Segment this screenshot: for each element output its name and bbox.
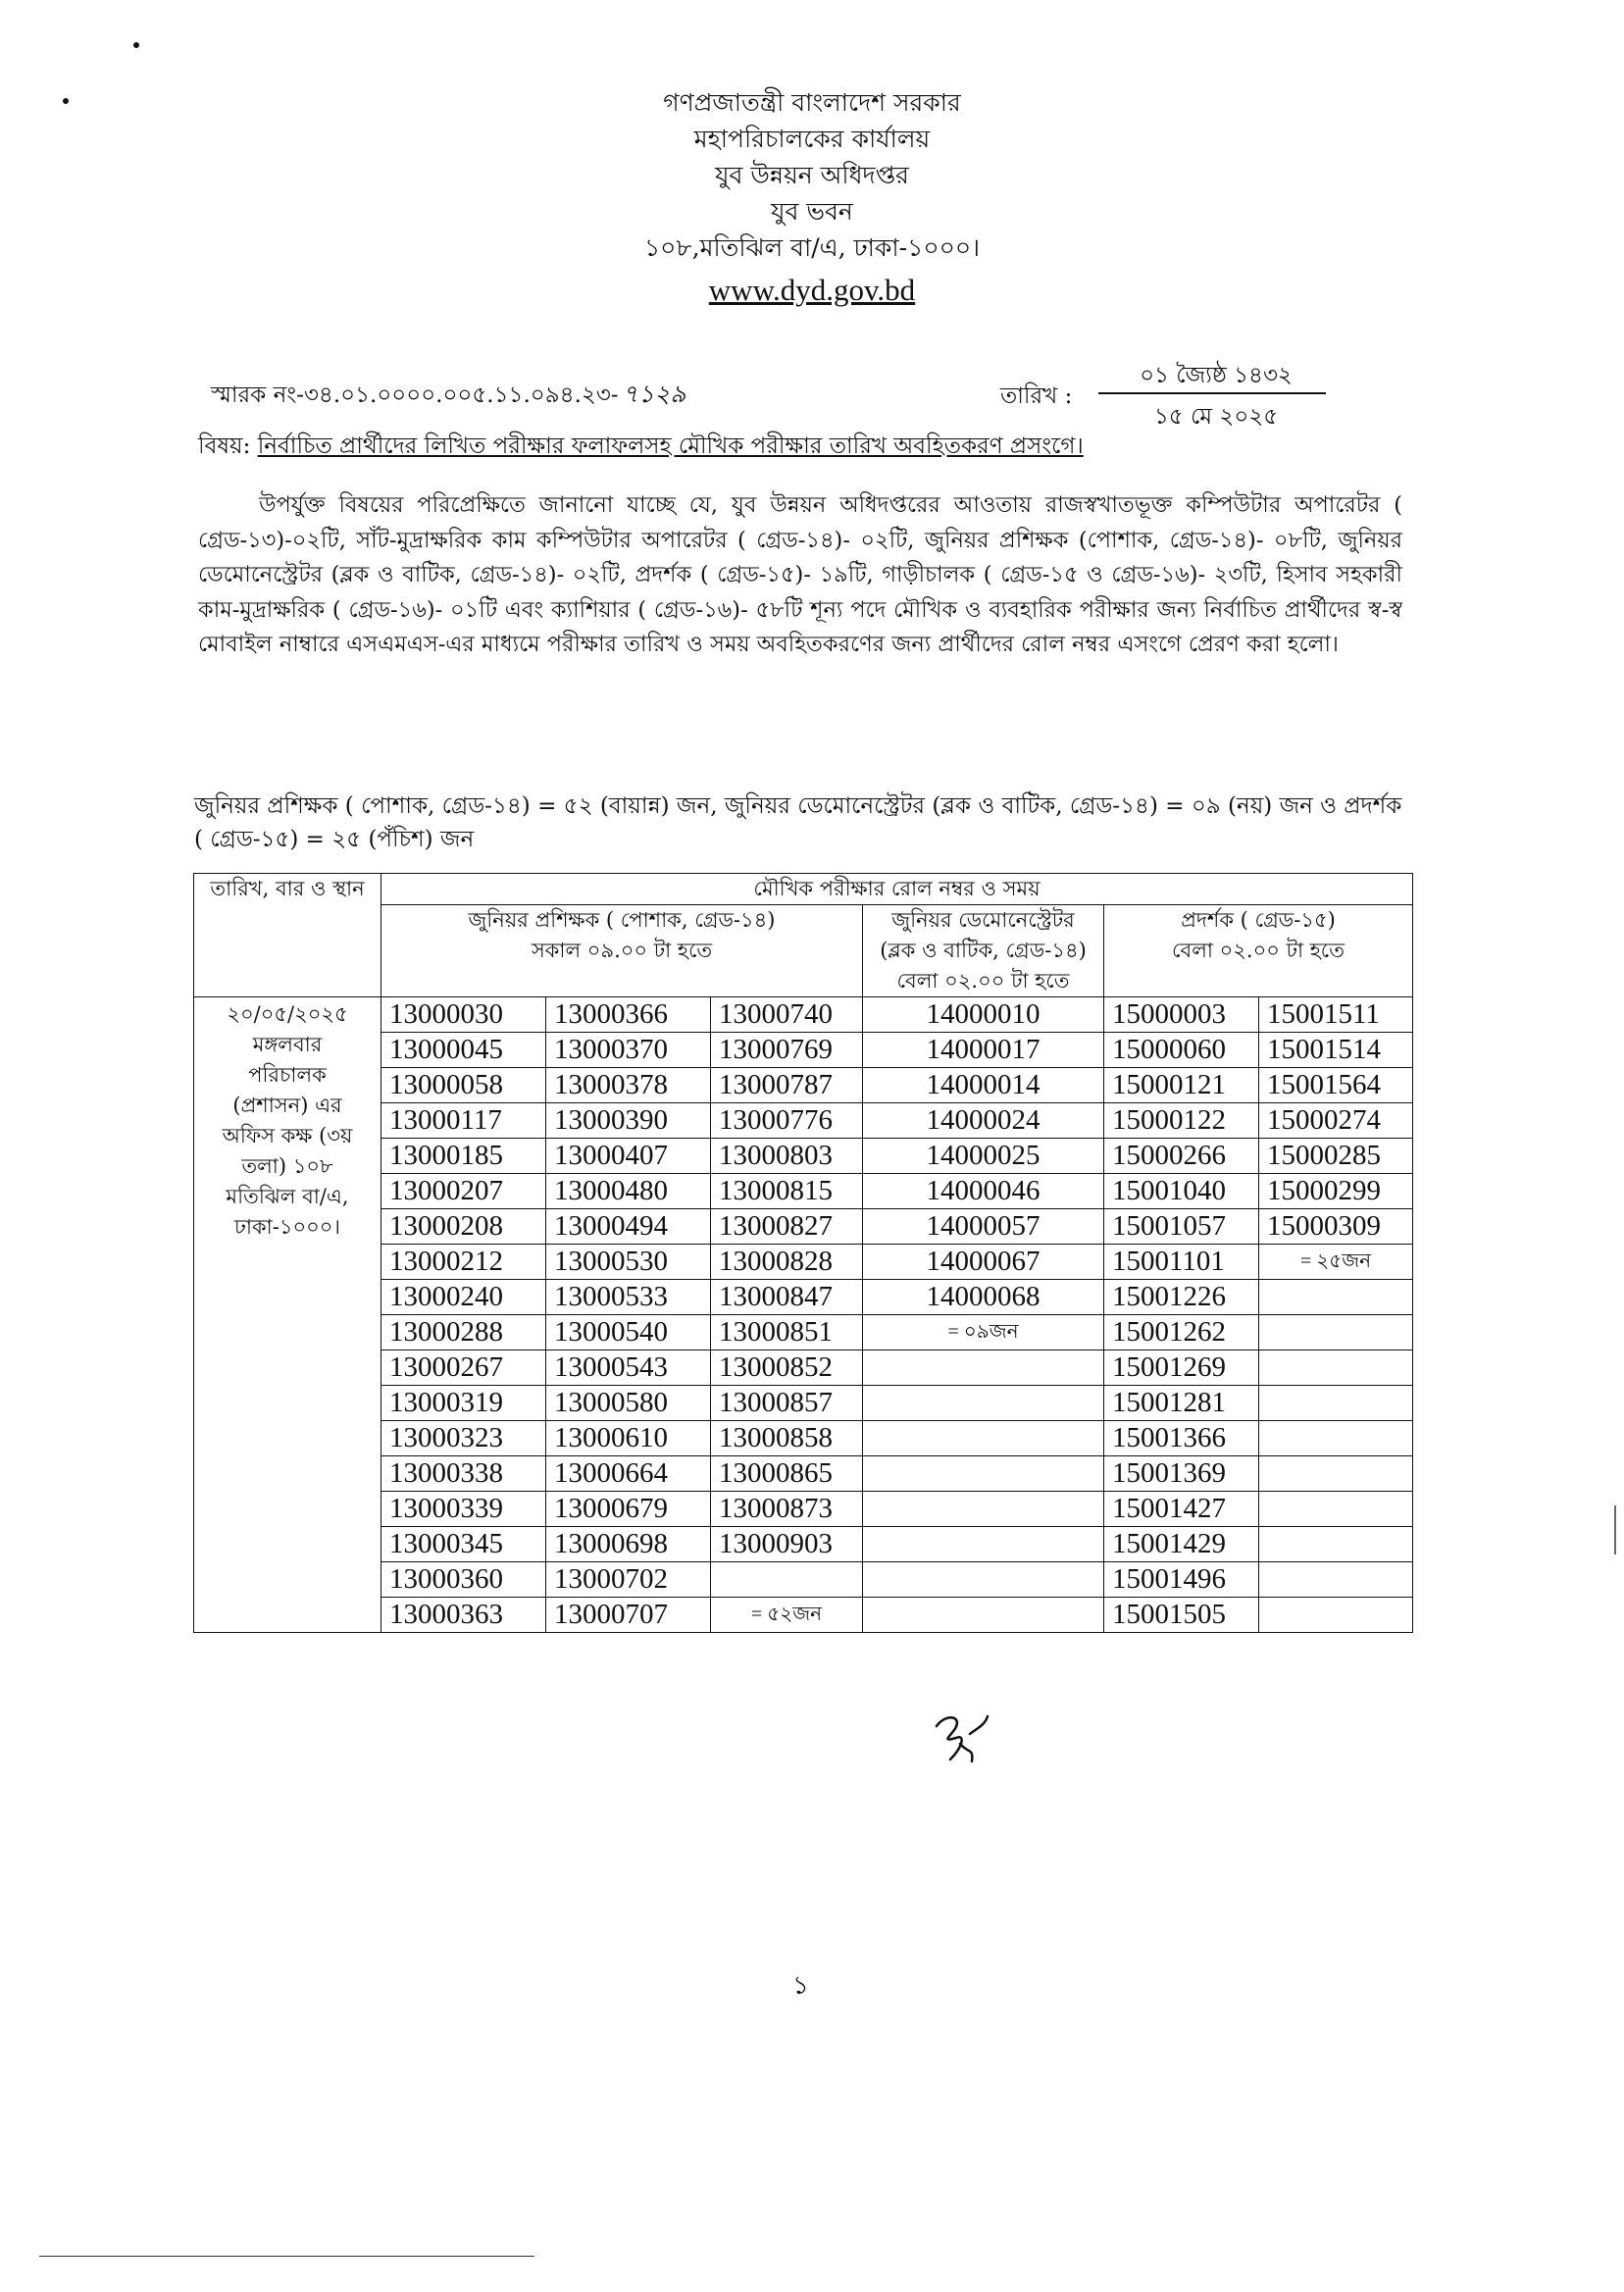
roll-number-cell: 13000543 [546, 1350, 711, 1386]
roll-number-cell: 13000208 [381, 1209, 546, 1245]
subject-text: নির্বাচিত প্রার্থীদের লিখিত পরীক্ষার ফলাফলসহ মৌখিক পরীক্ষার তারিখ অবহিতকরণ প্রসংগে। [257, 433, 1084, 459]
roll-number-cell: 13000847 [711, 1280, 863, 1315]
letterhead-line: যুব উন্নয়ন অধিদপ্তর [715, 161, 909, 189]
roll-number-cell: 15001226 [1104, 1280, 1259, 1315]
roll-number-cell [863, 1598, 1104, 1633]
roll-number-cell [1259, 1562, 1413, 1598]
roll-number-cell: 13000339 [381, 1492, 546, 1527]
roll-number-cell: 13000407 [546, 1139, 711, 1174]
roll-number-cell: 13000319 [381, 1386, 546, 1421]
roll-number-cell: 13000378 [546, 1068, 711, 1103]
roll-number-cell: 14000014 [863, 1068, 1104, 1103]
roll-number-cell: 13000338 [381, 1456, 546, 1492]
roll-number-cell: 14000025 [863, 1139, 1104, 1174]
roll-number-cell: 13000787 [711, 1068, 863, 1103]
roll-number-cell [1259, 1421, 1413, 1456]
roll-number-cell: 13000865 [711, 1456, 863, 1492]
roll-number-cell: 13000803 [711, 1139, 863, 1174]
roll-number-cell: 13000045 [381, 1033, 546, 1068]
roll-number-cell: 15000060 [1104, 1033, 1259, 1068]
roll-number-cell: 13000345 [381, 1527, 546, 1562]
roll-number-cell [1259, 1492, 1413, 1527]
subject-label: বিষয়: [198, 433, 251, 459]
group-total-cell: = ০৯জন [863, 1315, 1104, 1350]
roll-number-cell: 15001366 [1104, 1421, 1259, 1456]
roll-number-cell [1259, 1315, 1413, 1350]
roll-number-cell: 15001262 [1104, 1315, 1259, 1350]
roll-number-cell: 13000580 [546, 1386, 711, 1421]
letterhead [0, 84, 1624, 308]
roll-number-cell: 13000058 [381, 1068, 546, 1103]
group-total-cell: = ২৫জন [1259, 1245, 1413, 1280]
venue-cell [194, 997, 381, 1633]
venue-line: অফিস কক্ষ (৩য় [222, 1124, 353, 1147]
demonstrator-title: প্রদর্শক ( গ্রেড-১৫) [1181, 908, 1336, 932]
roll-number-cell: 15000003 [1104, 997, 1259, 1033]
roll-number-cell [863, 1386, 1104, 1421]
roll-number-cell: 13000827 [711, 1209, 863, 1245]
roll-number-cell: 13000776 [711, 1103, 863, 1139]
roll-number-cell: 13000815 [711, 1174, 863, 1209]
roll-table-body [194, 997, 1413, 1633]
roll-number-cell: 14000024 [863, 1103, 1104, 1139]
date-bangla: ০১ জ্যৈষ্ঠ ১৪৩২ [1140, 363, 1293, 388]
roll-number-cell: 13000740 [711, 997, 863, 1033]
table-row [194, 997, 1413, 1033]
roll-number-cell: 13000873 [711, 1492, 863, 1527]
roll-number-cell: 13000240 [381, 1280, 546, 1315]
roll-number-cell: 13000533 [546, 1280, 711, 1315]
roll-number-cell: 15001429 [1104, 1527, 1259, 1562]
roll-number-cell: 15001101 [1104, 1245, 1259, 1280]
roll-number-cell: 14000046 [863, 1174, 1104, 1209]
venue-line: ২০/০৫/২০২৫ [227, 1002, 348, 1026]
roll-number-cell: 13000769 [711, 1033, 863, 1068]
roll-number-cell: 15000299 [1259, 1174, 1413, 1209]
page-number: ১ [792, 1971, 809, 2001]
junior-demonstrator-time: বেলা ০২.০০ টা হতে [896, 969, 1070, 993]
letterhead-line: গণপ্রজাতন্ত্রী বাংলাদেশ সরকার [663, 88, 961, 117]
demonstrator-time: বেলা ০২.০০ টা হতে [1171, 939, 1345, 962]
footer-divider [39, 2256, 534, 2257]
roll-number-cell: 13000323 [381, 1421, 546, 1456]
place-column-header: তারিখ, বার ও স্থান [194, 874, 381, 997]
roll-number-cell: 15000309 [1259, 1209, 1413, 1245]
roll-number-cell: 15001040 [1104, 1174, 1259, 1209]
roll-number-cell: 13000903 [711, 1527, 863, 1562]
junior-instructor-time: সকাল ০৯.০০ টা হতে [531, 939, 713, 962]
venue-line: (প্রশাসন) এর [232, 1094, 342, 1117]
roll-number-cell [863, 1350, 1104, 1386]
roll-number-cell: 13000363 [381, 1598, 546, 1633]
letterhead-line: মহাপরিচালকের কার্যালয় [693, 125, 931, 153]
roll-number-cell: 13000117 [381, 1103, 546, 1139]
venue-line: পরিচালক [248, 1063, 327, 1087]
roll-number-cell [1259, 1386, 1413, 1421]
roll-number-cell: 13000858 [711, 1421, 863, 1456]
roll-number-cell: 15001496 [1104, 1562, 1259, 1598]
junior-instructor-header [381, 905, 863, 997]
memo-handwritten-number: ৭১২৯ [622, 380, 686, 408]
roll-number-cell: 15000274 [1259, 1103, 1413, 1139]
roll-number-cell: 15000121 [1104, 1068, 1259, 1103]
roll-number-cell: 13000530 [546, 1245, 711, 1280]
venue-line: মতিঝিল বা/এ, [226, 1185, 349, 1208]
roll-number-table [193, 873, 1413, 1633]
roll-number-cell: 13000702 [546, 1562, 711, 1598]
table-caption: জুনিয়র প্রশিক্ষক ( পোশাক, গ্রেড-১৪) = ৫২ (বায়ান্ন) জন, জুনিয়র ডেমোনেস্ট্রেটর (ব্লক ও বাটিক, গ্রেড-১৪) = ০৯ (নয়) জন ও প্রদর্শক ( গ্রেড-১৫) = ২৫ (পঁচিশ) জন [194, 793, 1402, 852]
roll-number-cell: 13000390 [546, 1103, 711, 1139]
group-total-cell: = ৫২জন [711, 1598, 863, 1633]
roll-number-cell: 13000852 [711, 1350, 863, 1386]
roll-number-cell: 14000010 [863, 997, 1104, 1033]
roll-number-cell [1259, 1598, 1413, 1633]
roll-number-cell: 13000664 [546, 1456, 711, 1492]
roll-number-cell: 13000030 [381, 997, 546, 1033]
letterhead-line: যুব ভবন [771, 197, 853, 226]
roll-number-cell: 13000288 [381, 1315, 546, 1350]
roll-number-cell: 15001427 [1104, 1492, 1259, 1527]
roll-number-cell: 15001514 [1259, 1033, 1413, 1068]
venue-line: মঙ্গলবার [252, 1033, 323, 1056]
roll-number-cell: 13000212 [381, 1245, 546, 1280]
roll-number-cell: 13000366 [546, 997, 711, 1033]
date-divider [1098, 392, 1326, 394]
junior-demonstrator-subtitle: (ব্লক ও বাটিক, গ্রেড-১৪) [880, 939, 1087, 962]
venue-line: তলা) ১০৮ [241, 1154, 333, 1178]
roll-number-cell: 13000679 [546, 1492, 711, 1527]
roll-number-cell: 15001281 [1104, 1386, 1259, 1421]
roll-number-cell: 13000610 [546, 1421, 711, 1456]
roll-number-cell: 14000017 [863, 1033, 1104, 1068]
roll-number-cell [863, 1562, 1104, 1598]
roll-number-cell [863, 1421, 1104, 1456]
roll-number-cell: 13000480 [546, 1174, 711, 1209]
subject-line [198, 428, 1084, 466]
memo-number-text: স্মারক নং-৩৪.০১.০০০০.০০৫.১১.০৯৪.২৩- [211, 382, 619, 408]
junior-demonstrator-title: জুনিয়র ডেমোনেস্ট্রেটর [891, 908, 1075, 932]
roll-number-cell [863, 1492, 1104, 1527]
roll-number-cell: 15001057 [1104, 1209, 1259, 1245]
roll-number-cell: 14000067 [863, 1245, 1104, 1280]
letterhead-line: ১০৮,মতিঝিল বা/এ, ঢাকা-১০০০। [643, 233, 981, 262]
roll-number-cell: 14000057 [863, 1209, 1104, 1245]
roll-number-cell: 13000267 [381, 1350, 546, 1386]
demonstrator-header [1104, 905, 1413, 997]
scan-edge-mark [1614, 1505, 1616, 1554]
roll-number-cell: 13000851 [711, 1315, 863, 1350]
roll-number-cell: 13000207 [381, 1174, 546, 1209]
roll-number-cell: 15001505 [1104, 1598, 1259, 1633]
roll-number-cell: 13000494 [546, 1209, 711, 1245]
roll-number-cell [863, 1527, 1104, 1562]
roll-number-cell [1259, 1280, 1413, 1315]
body-paragraph: উপর্যুক্ত বিষয়ের পরিপ্রেক্ষিতে জানানো যাচ্ছে যে, যুব উন্নয়ন অধিদপ্তরের আওতায় রাজস্বখাতভূক্ত কম্পিউটার অপারেটর ( গ্রেড-১৩)-০২টি, সাঁট-মুদ্রাক্ষরিক কাম কম্পিউটার অপারেটর ( গ্রেড-১৪)- ০২টি, জুনিয়র প্রশিক্ষক (পোশাক, গ্রেড-১৪)- ০৮টি, জুনিয়র ডেমোনেস্ট্রেটর (ব্লক ও বাটিক, গ্রেড-১৪)- ০২টি, প্রদর্শক ( গ্রেড-১৫)- ১৯টি, গাড়ীচালক ( গ্রেড-১৫ ও গ্রেড-১৬)- ২৩টি, হিসাব সহকারী কাম-মুদ্রাক্ষরিক ( গ্রেড-১৬)- ০১টি এবং ক্যাশিয়ার ( গ্রেড-১৬)- ৫৮টি শূন্য পদে মৌখিক ও ব্যবহারিক পরীক্ষার জন্য নির্বাচিত প্রার্থীদের স্ব-স্ব মোবাইল নাম্বারে এসএমএস-এর মাধ্যমে পরীক্ষার তারিখ ও সময় অবহিতকরণের জন্য প্রার্থীদের রোল নম্বর এসংগে প্রেরণ করা হলো। [198, 492, 1402, 657]
roll-number-cell: 13000540 [546, 1315, 711, 1350]
venue-line: ঢাকা-১০০০। [234, 1215, 340, 1239]
roll-number-cell: 15001369 [1104, 1456, 1259, 1492]
roll-number-cell: 15001511 [1259, 997, 1413, 1033]
roll-number-cell [1259, 1527, 1413, 1562]
roll-number-cell: 15001564 [1259, 1068, 1413, 1103]
roll-number-cell: 13000857 [711, 1386, 863, 1421]
roll-number-cell: 14000068 [863, 1280, 1104, 1315]
junior-demonstrator-header [863, 905, 1104, 997]
roll-number-cell [1259, 1350, 1413, 1386]
date-label: তারিখ : [1000, 383, 1073, 409]
roll-number-cell: 15000266 [1104, 1139, 1259, 1174]
date-english: ১৫ মে ২০২৫ [1153, 404, 1279, 430]
roll-number-cell: 13000370 [546, 1033, 711, 1068]
roll-number-cell: 13000698 [546, 1527, 711, 1562]
scan-speck [133, 42, 139, 48]
roll-number-cell: 15000122 [1104, 1103, 1259, 1139]
roll-number-cell: 13000828 [711, 1245, 863, 1280]
signature-initial [927, 1705, 995, 1773]
roll-number-cell: 13000360 [381, 1562, 546, 1598]
roll-number-cell [863, 1456, 1104, 1492]
main-header: মৌখিক পরীক্ষার রোল নম্বর ও সময় [381, 874, 1413, 905]
roll-number-cell: 13000185 [381, 1139, 546, 1174]
junior-instructor-title: জুনিয়র প্রশিক্ষক ( পোশাক, গ্রেড-১৪) [468, 908, 776, 932]
memo-number [211, 375, 686, 417]
website-link[interactable]: www.dyd.gov.bd [708, 273, 916, 307]
roll-number-cell [711, 1562, 863, 1598]
roll-number-cell [1259, 1456, 1413, 1492]
roll-number-cell: 15001269 [1104, 1350, 1259, 1386]
roll-number-cell: 15000285 [1259, 1139, 1413, 1174]
roll-number-cell: 13000707 [546, 1598, 711, 1633]
